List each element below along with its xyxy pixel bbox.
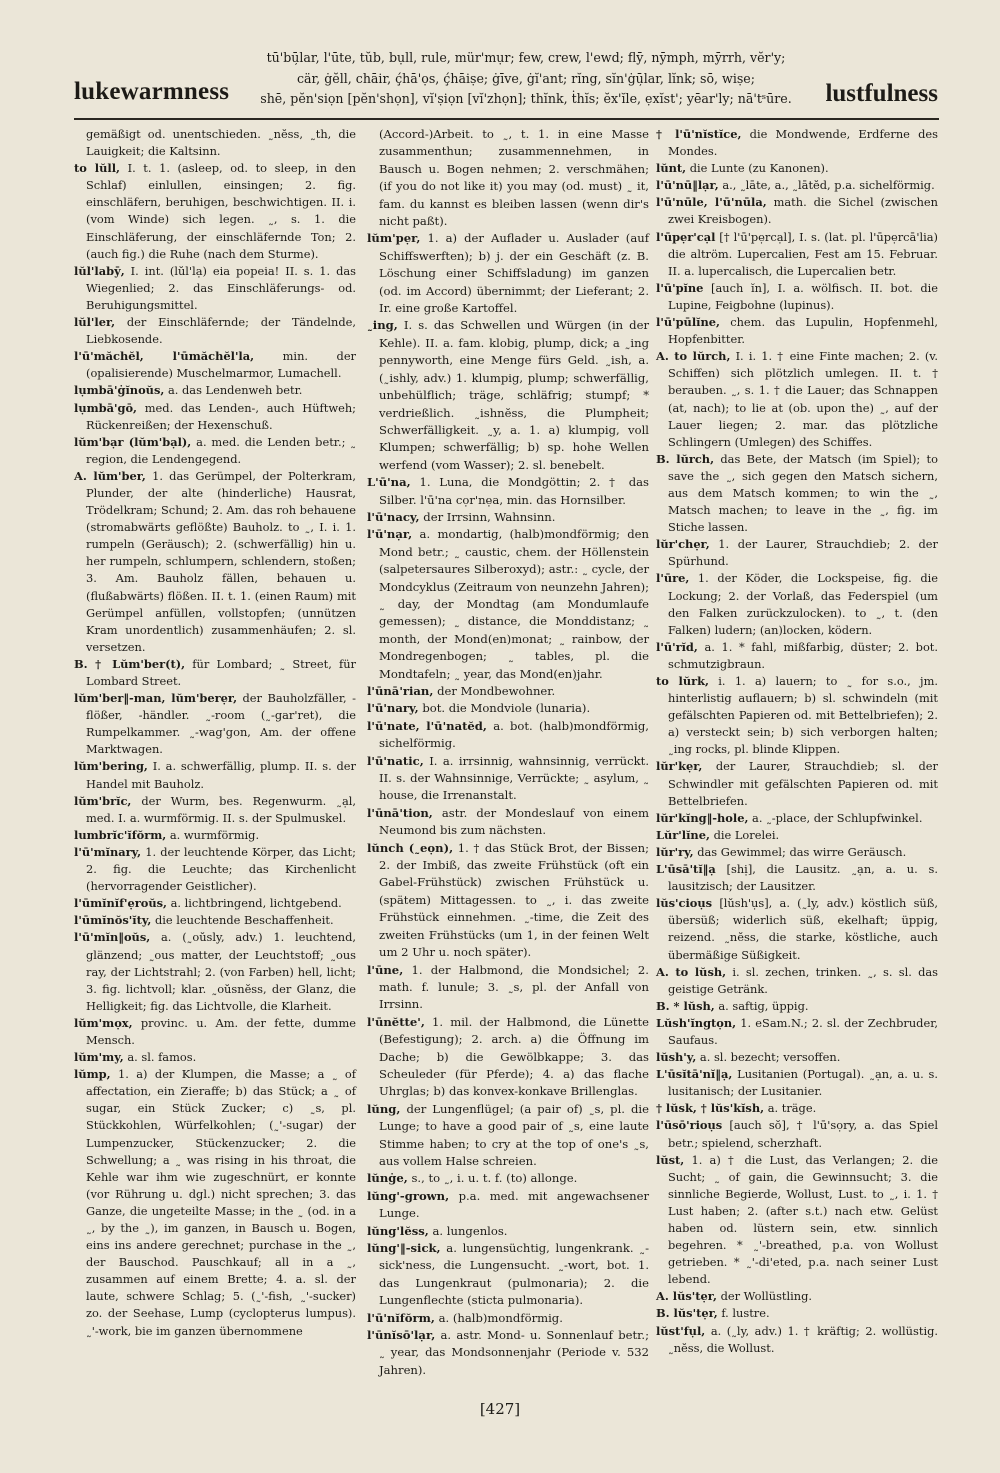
dictionary-entry xyxy=(656,177,938,194)
entry-text: I. a. schwerfällig, plump. II. s. der Handel mit Bauholz. xyxy=(86,759,356,791)
headword: lŭmp, xyxy=(74,1067,111,1082)
headword: lŭr'ry, xyxy=(656,844,694,859)
entry-text: a. med. die Lenden betr.; ˷ region, die Lendengegend. xyxy=(86,434,356,466)
headword: l'ūsō'rioụs xyxy=(656,1118,723,1133)
headword: to lŭrk, xyxy=(656,674,709,688)
dictionary-entry xyxy=(367,1014,649,1101)
headword: lŭm'mọx, xyxy=(74,1015,133,1030)
entry-text: 1. a) der Klumpen, die Masse; a ˷ of affectation, ein Zieraffe; b) das Stück; a ˷ of sugar, ein Stück Zucker; c) ˷s, pl. Stückkohlen, Würfelkohlen; (˷'-sugar) der Lumpenzucker, Stückenzucker; 2. die Schwellung; a ˷ was rising in his throat, die Kehle war ihm wie zugeschnürt, er konnte (vor Rührung u. dgl.) nicht sprechen; 3. das Ganze, die ungeteilte Masse; in the ˷ (od. in a ˷, by the ˷), im ganzen, in Bausch u. Bogen, eins ins andere gerechnet; purchase in the ˷, der Bauschod. Pauschkauf; all in a ˷, zusammen auf einem Brette; 4. a. sl. der laute, schwere Schlag; 5. (˷'-fish, ˷'-sucker) zo. der Seehase, Lump (cyclopterus lumpus). ˷'-work, bie im ganzen übernommene xyxy=(86,1067,356,1338)
headword: lụmbā'gō, xyxy=(74,400,138,415)
entry-text: die Lorelei. xyxy=(713,827,780,842)
dictionary-entry xyxy=(74,929,356,1014)
dictionary-entry xyxy=(367,1223,649,1240)
entry-text: s., to ˷, i. u. t. f. (to) allonge. xyxy=(411,1171,578,1186)
headword: lŭr'kĭng‖-hole, xyxy=(656,810,749,825)
entry-text: i. sl. zechen, trinken. ˷, s. sl. das geistige Getränk. xyxy=(668,964,938,996)
entry-text: a. lichtbringend, lichtgebend. xyxy=(170,896,342,911)
entry-text: a. (˷ly, adv.) 1. † kräftig; 2. wollüstig. ˷nĕss, die Wollust. xyxy=(668,1323,938,1355)
entry-text: der Irrsinn, Wahnsinn. xyxy=(423,509,556,524)
entry-text: I. s. das Schwellen und Würgen (in der Kehle). II. a. fam. klobig, plump, dick; a ˷ing pennyworth, eine Menge fürs Geld. ˷ish, a. (˷ishly, adv.) 1. klumpig, plump; schwerfällig, unbehülflich; träge, schläfrig; stumpf; * verdrießlich. ˷ishnĕss, die Plumpheit; Schwerfälligkeit. ˷y, a. 1. a) klumpig, voll Klumpen; schwerfällig; b) sp. hohe Wellen werfend (vom Wasser); 2. sl. benebelt. xyxy=(379,318,650,472)
headword: lŭng'lĕss, xyxy=(367,1223,429,1238)
left-guide-word: lukewarmness xyxy=(74,78,230,105)
page-number: [427] xyxy=(479,1400,521,1418)
headword: l'ū'pĭne xyxy=(656,280,704,295)
column-middle xyxy=(367,126,649,1379)
entry-text: 1. der Halbmond, die Mondsichel; 2. math. f. lunule; 3. ˷s, pl. der Anfall von Irrsinn. xyxy=(379,962,649,1012)
headword: lŭl'ler, xyxy=(74,315,116,330)
entry-text: 1. das Gerümpel, der Polterkram, Plunder, der alte (hinderliche) Hausrat, Trödelkram; Schund; 2. Am. das roh behauene (stromabwärts geflößte) Bauholz. to ˷, I. i. 1. rumpeln (Geräusch); 2. (schwerfällig) hin u. her rumpeln, schlumpern, schlendern, stoßen; 3. Am. Bauholz fällen, behauen u. (flußabwärts) flößen. II. t. 1. (einen Raum) mit Gerümpel anfüllen, vollstopfen; (unnützen Kram unordentlich) zusammenhäufen; 2. sl. versetzen. xyxy=(86,468,356,654)
dictionary-entry xyxy=(656,844,938,861)
headword: ˷ing, xyxy=(367,318,398,333)
headword: lụmbā'ġĭnoŭs, xyxy=(74,383,165,398)
headword: A. lŭs'tẹr, xyxy=(656,1289,717,1304)
headword: l'ū'nary, xyxy=(367,701,419,716)
headword: L'ū'na, xyxy=(367,475,411,490)
headword: l'ū'mĭnary, xyxy=(74,844,142,859)
entry-text: a. bot. (halb)mondförmig, sichelförmig. xyxy=(379,718,649,751)
dictionary-entry xyxy=(367,509,649,526)
headword: lŭl'labȳ, xyxy=(74,263,125,278)
dictionary-entry xyxy=(367,753,649,805)
entry-text: provinc. u. Am. der fette, dumme Mensch. xyxy=(86,1015,357,1047)
header-rule xyxy=(74,118,939,120)
entry-text: f. lustre. xyxy=(721,1306,770,1321)
entry-text: math. die Sichel (zwischen zwei Kreisbogen). xyxy=(668,195,939,227)
entry-text: der Wollüstling. xyxy=(720,1289,813,1304)
entry-text: p.a. med. mit angewachsener Lunge. xyxy=(379,1188,649,1221)
entry-text: a. (˷oŭsly, adv.) 1. leuchtend, glänzend; ˷ous matter, der Leuchtstoff; ˷ous ray, der Lichtstrahl; 2. (von Farben) hell, licht; 3. fig. lichtvoll; klar. ˷oŭsnĕss, der Glanz, die Helligkeit; fig. das Lichtvolle, die Klarheit. xyxy=(86,930,357,1013)
headword: l'ūnā'rian, xyxy=(367,684,434,698)
dictionary-entry xyxy=(656,194,938,228)
headword: l'ūre, xyxy=(656,571,690,586)
dictionary-entry xyxy=(367,474,649,509)
headword: l'ū'măchĕl, l'ūmăchĕl'la, xyxy=(74,349,255,364)
headword: A. to lŭsh, xyxy=(656,964,727,979)
right-guide-word: lustfulness xyxy=(825,80,938,107)
entry-text: (Accord-)Arbeit. to ˷, t. 1. in eine Masse zusammenthun; zusammennehmen, in Bausch u. Bogen nehmen; 2. verschmähen; (if you do not like it) you may (od. must) ˷ it, fam. du kannst es bleiben lassen (wenn dir's nicht paßt). xyxy=(379,127,649,229)
entry-text: a. wurmförmig. xyxy=(169,827,260,842)
entry-continuation xyxy=(367,126,649,230)
dictionary-entry xyxy=(74,434,356,468)
entry-text: gemäßigt od. unentschieden. ˷nĕss, ˷th, die Lauigkeit; die Kaltsinn. xyxy=(86,127,356,159)
headword: B. † Lŭm'ber(t), xyxy=(74,656,186,671)
entry-text: das Gewimmel; das wirre Geräusch. xyxy=(697,844,907,859)
dictionary-entry xyxy=(367,962,649,1014)
dictionary-entry xyxy=(74,690,356,758)
dictionary-entry xyxy=(656,1152,938,1289)
dictionary-entry xyxy=(74,656,356,690)
entry-text: 1. mil. der Halbmond, die Lünette (Befestigung); 2. arch. a) die Öffnung im Dache; b) die Gewölbkappe; 3. das Scheuleder (für Pferde); 4. a) das flache Uhrglas; b) das konvex-konkave Brillenglas. xyxy=(379,1014,650,1099)
headword: l'ū'natic, xyxy=(367,753,424,768)
dictionary-entry xyxy=(74,895,356,912)
headword: L'ūsā'tĭ‖ạ xyxy=(656,862,716,877)
headword: lŭst'fụl, xyxy=(656,1323,706,1338)
entry-text: chem. das Lupulin, Hopfenmehl, Hopfenbitter. xyxy=(668,315,938,347)
entry-text: astr. der Mondeslauf von einem Neumond bis zum nächsten. xyxy=(379,805,650,838)
entry-text: a. lungensüchtig, lungenkrank. ˷-sick'ness, die Lungensucht. ˷-wort, bot. 1. das Lungenkraut (pulmonaria); 2. die Lungenflechte (sticta pulmonaria). xyxy=(379,1241,649,1308)
entry-text: 1. † das Stück Brot, der Bissen; 2. der Imbiß, das zweite Frühstück (oft ein Gabel-Frühstück) zwischen Frühstück u. (spätem) Mittagessen. to ˷, i. das zweite Frühstück einnehmen. ˷-time, die Zeit des zweiten Frühstücks (um 1, in der feinen Welt um 2 Uhr u. noch später). xyxy=(379,840,649,960)
headword: l'ūnĭsō'lạr, xyxy=(367,1328,436,1343)
headword: l'ū'nūle, l'ū'nūla, xyxy=(656,195,767,210)
dictionary-entry xyxy=(74,844,356,895)
entry-text: [shị], die Lausitz. ˷ạn, a. u. s. lausitzisch; der Lausitzer. xyxy=(668,862,939,894)
headword: † lŭsk, † lŭs'kĭsh, xyxy=(656,1101,765,1116)
headword: l'ūmĭnĭf'ẹroŭs, xyxy=(74,896,167,911)
dictionary-entry xyxy=(656,570,938,638)
entry-text: [lŭsh'ụs], a. (˷ly, adv.) köstlich süß, übersüß; widerlich süß, ekelhaft; üppig, reizend. ˷nĕss, die starke, köstliche, auch übermäßige Süßigkeit. xyxy=(668,896,938,962)
headword: l'ūne, xyxy=(367,962,404,977)
entry-text: a. (halb)mondförmig. xyxy=(438,1310,563,1325)
headword: lŭng, xyxy=(367,1101,401,1116)
headword: lŭm'pẹr, xyxy=(367,231,421,246)
entry-text: 1. Luna, die Mondgöttin; 2. † das Silber. l'ū'na cọr'nẹa, min. das Hornsilber. xyxy=(379,475,650,507)
headword: l'ū'nacy, xyxy=(367,509,420,524)
dictionary-entry xyxy=(656,673,938,758)
headword: lŭsh'y, xyxy=(656,1050,697,1065)
dictionary-entry xyxy=(656,229,938,280)
entry-text: 1. eSam.N.; 2. sl. der Zechbruder, Saufaus. xyxy=(668,1015,939,1047)
entry-text: I. int. (lŭl'lạ) eia popeia! II. s. 1. das Wiegenlied; 2. das Einschläferungs- od. Beruhigungsmittel. xyxy=(86,263,356,312)
entry-text: der Einschläfernde; der Tändelnde, Liebkosende. xyxy=(86,315,356,347)
entry-text: der Laurer, Strauchdieb; sl. der Schwindler mit gefälschten Papieren od. mit Bettelbriefen. xyxy=(668,759,938,808)
dictionary-entry xyxy=(367,230,649,317)
headword: l'ū'nạr, xyxy=(367,527,413,542)
entry-text: i. 1. a) lauern; to ˷ for s.o., jm. hinterlistig auflauern; b) sl. schwindeln (mit gefälschten Papieren od. mit Bettelbriefen); 2. a) versteckt sein; b) sich verborgen halten; ˷ing rocks, pl. blinde Klippen. xyxy=(668,674,939,757)
entry-text: die leuchtende Beschaffenheit. xyxy=(154,913,334,928)
headword: l'ūmĭnŏs'ĭty, xyxy=(74,913,152,928)
dictionary-entry xyxy=(656,639,938,673)
headword: lŭs'cioụs xyxy=(656,896,713,911)
dictionary-entry xyxy=(656,1049,938,1066)
dictionary-entry xyxy=(367,526,649,683)
entry-text: die Lunte (zu Kanonen). xyxy=(689,161,829,176)
headword: lŭm'ber‖-man, lŭm'berẹr, xyxy=(74,691,238,706)
dictionary-entry xyxy=(74,1066,356,1340)
dictionary-entry xyxy=(74,314,356,348)
dictionary-entry xyxy=(367,805,649,840)
entry-text: a., ˷lāte, a., ˷lātĕd, p.a. sichelförmig. xyxy=(722,178,935,193)
entry-text: 1. der Köder, die Lockspeise, fig. die Lockung; 2. der Vorlaß, das Federspiel (um den Falken zurückzulocken). to ˷, t. (den Falken) ludern; (an)locken, ködern. xyxy=(668,571,938,637)
entry-text: 1. der leuchtende Körper, das Licht; 2. fig. die Leuchte; das Kirchenlicht (hervorragender Geistlicher). xyxy=(86,844,356,894)
dictionary-entry xyxy=(656,160,938,177)
dictionary-entry xyxy=(74,468,356,656)
dictionary-entry xyxy=(367,1101,649,1171)
dictionary-entry xyxy=(656,1100,938,1117)
dictionary-entry xyxy=(74,1015,356,1049)
headword: Lŭr'lĭne, xyxy=(656,827,710,842)
dictionary-entry xyxy=(367,1240,649,1310)
headword: L'ūsĭtā'nĭ‖ạ, xyxy=(656,1067,733,1082)
entry-text: a. astr. Mond- u. Sonnenlauf betr.; ˷ year, das Mondsonnenjahr (Periode v. 532 Jahren). xyxy=(379,1328,650,1377)
headword: lŭm'brĭc, xyxy=(74,793,132,808)
entry-text: das Bete, der Matsch (im Spiel); to save the ˷, sich gegen den Matsch sichern, aus dem Matsch kommen; to win the ˷, Matsch machen; to leave in the ˷, fig. im Stiche lassen. xyxy=(668,451,938,535)
dictionary-entry xyxy=(656,861,938,895)
dictionary-entry xyxy=(367,718,649,753)
dictionary-entry xyxy=(367,700,649,717)
headword: l'ūnā'tion, xyxy=(367,805,433,820)
headword: l'ū'pūlĭne, xyxy=(656,315,720,330)
headword: A. to lŭrch, xyxy=(656,349,731,364)
headword: to lŭll, xyxy=(74,161,121,176)
dictionary-entry xyxy=(74,400,356,434)
entry-text: a. 1. * fahl, mißfarbig, düster; 2. bot. schmutzigbraun. xyxy=(668,639,938,671)
entry-text: Lusitanien (Portugal). ˷ạn, a. u. s. lusitanisch; der Lusitanier. xyxy=(668,1067,938,1099)
headword: B. lŭs'tẹr, xyxy=(656,1306,718,1321)
dictionary-entry xyxy=(656,536,938,570)
dictionary-entry xyxy=(367,317,649,474)
headword: B. * lŭsh, xyxy=(656,998,715,1013)
dictionary-entry xyxy=(656,126,938,160)
dictionary-entry xyxy=(656,314,938,348)
dictionary-entry xyxy=(74,348,356,382)
headword: l'ūnĕtte', xyxy=(367,1014,425,1029)
headword: l'ū'rĭd, xyxy=(656,639,698,654)
dictionary-entry xyxy=(656,348,938,451)
dictionary-entry xyxy=(656,451,938,536)
entry-text: 1. a) † die Lust, das Verlangen; 2. die Sucht; ˷ of gain, die Gewinnsucht; 3. die sinnliche Begierde, Wollust, Lust. to ˷, i. 1. † Lust haben; 2. (after s.t.) nach etw. Gelüst haben od. lüstern sein, etw. sinnlich begehren. * ˷'-breathed, p.a. von Wollust getrieben. * ˷'-di'eted, p.a. nach seiner Lust lebend. xyxy=(668,1152,938,1287)
entry-text: a. saftig, üppig. xyxy=(718,998,809,1013)
dictionary-entry xyxy=(367,1188,649,1223)
dictionary-entry xyxy=(74,758,356,792)
entry-text: a. mondartig, (halb)mondförmig; den Mond betr.; ˷ caustic, chem. der Höllenstein (salpetersaures Silberoxyd); astr.: ˷ cycle, der Mondcyklus (Zeitraum von neunzehn Jahren); ˷ day, der Mondtag (am Mondumlaufe gemessen); ˷ distance, die Monddistanz; ˷ month, der Mond(en)monat; ˷ rainbow, der Mondregenbogen; ˷ tables, pl. die Mondtafeln; ˷ year, das Mond(en)jahr. xyxy=(379,527,650,681)
headword: lŭnch (˷eọn), xyxy=(367,840,454,855)
dictionary-entry xyxy=(656,1066,938,1100)
dictionary-entry xyxy=(656,1117,938,1151)
dictionary-entry xyxy=(656,810,938,827)
dictionary-entry xyxy=(74,912,356,929)
entry-text: bot. die Mondviole (lunaria). xyxy=(422,701,591,716)
column-left xyxy=(74,126,356,1340)
dictionary-entry xyxy=(367,840,649,962)
headword: l'ū'nū‖lạr, xyxy=(656,178,719,193)
dictionary-entry xyxy=(656,758,938,809)
entry-text: a. lungenlos. xyxy=(432,1223,508,1238)
entry-text: a. das Lendenweh betr. xyxy=(167,383,303,398)
dictionary-entry xyxy=(656,827,938,844)
headword: l'ūpẹr'cạl xyxy=(656,229,716,244)
entry-text: der Bauholzfäller, -flößer, -händler. ˷-room (˷-gar'ret), die Rumpelkammer. ˷-wag'gon, Am. der offene Marktwagen. xyxy=(86,691,356,757)
entry-text: a. sl. famos. xyxy=(127,1050,197,1065)
headword: l'ū'nate, l'ū'natĕd, xyxy=(367,718,487,733)
headword: lŭm'my, xyxy=(74,1050,124,1065)
entry-text: [auch sŏ], † l'ū'sọry, a. das Spiel betr.; spielend, scherzhaft. xyxy=(668,1118,938,1150)
headword: lŭng'‖-sick, xyxy=(367,1241,441,1255)
dictionary-entry xyxy=(656,1015,938,1049)
dictionary-entry xyxy=(656,964,938,998)
headword: l'ū'mĭn‖oŭs, xyxy=(74,930,151,945)
entry-text: med. das Lenden-, auch Hüftweh; Rückenreißen; der Hexenschuß. xyxy=(86,400,357,432)
headword: lŭnt, xyxy=(656,161,687,176)
entry-text: der Wurm, bes. Regenwurm. ˷ạl, med. I. a. wurmförmig. II. s. der Spulmuskel. xyxy=(86,793,356,825)
dictionary-entry xyxy=(74,382,356,399)
entry-text: a. träge. xyxy=(767,1101,817,1116)
dictionary-entry xyxy=(74,827,356,844)
entry-text: I. i. 1. † eine Finte machen; 2. (v. Schiffen) sich plötzlich umlegen. II. t. † berauben. ˷, s. 1. † die Lauer; das Schnappen (at, nach); to lie at (ob. upon the) ˷, auf der Lauer liegen; 2. mar. das plötzliche Schlingern (Umlegen) des Schiffes. xyxy=(668,349,939,449)
entry-text: min. der (opalisierende) Muschelmarmor, Lumachell. xyxy=(86,349,357,381)
headword: lŭst, xyxy=(656,1152,685,1167)
dictionary-entry xyxy=(656,1323,938,1357)
headword: lŭm'bạr (lŭm'bạl), xyxy=(74,434,192,449)
headword: Lŭsh'ĭngtọn, xyxy=(656,1015,737,1030)
headword: l'ū'nĭfŏrm, xyxy=(367,1310,435,1325)
headword: A. lŭm'ber, xyxy=(74,468,146,483)
headword: † l'ū'nĭstĭce, xyxy=(656,127,742,141)
headword: lŭng'-grown, xyxy=(367,1188,450,1203)
entry-text: [auch ĭn], I. a. wölfisch. II. bot. die Lupine, Feigbohne (lupinus). xyxy=(668,280,938,312)
dictionary-entry xyxy=(656,280,938,314)
headword: lŭnġe, xyxy=(367,1171,408,1186)
entry-text: der Lungenflügel; (a pair of) ˷s, pl. die Lunge; to have a good pair of ˷s, eine laute Stimme haben; to cry at the top of one's ˷s, aus vollem Halse schreien. xyxy=(379,1101,649,1168)
entry-text: 1. der Laurer, Strauchdieb; 2. der Spürhund. xyxy=(668,537,938,569)
entry-text: I. a. irrsinnig, wahnsinnig, verrückt. II. s. der Wahnsinnige, Verrückte; ˷ asylum, ˷ house, die Irrenanstalt. xyxy=(379,753,650,803)
dictionary-entry xyxy=(74,263,356,314)
headword: lŭr'chẹr, xyxy=(656,537,710,552)
dictionary-entry xyxy=(74,793,356,827)
entry-text: a. ˷-place, der Schlupfwinkel. xyxy=(752,810,923,825)
headword: lŭr'kẹr, xyxy=(656,759,703,774)
entry-text: der Mondbewohner. xyxy=(437,684,556,698)
dictionary-entry xyxy=(367,1170,649,1187)
dictionary-entry xyxy=(656,1305,938,1322)
headword: lumbrĭc'ĭfŏrm, xyxy=(74,827,167,842)
entry-text: [† l'ū'pẹrcạl], I. s. (lat. pl. l'ūpẹrcā'lia) die altröm. Lupercalien, Fest am 15. Februar. II. a. lupercalisch, die Lupercalien betr. xyxy=(668,229,938,278)
dictionary-entry xyxy=(367,1327,649,1379)
pronunciation-key: tū'bū̦lar, l'ūte, tŭb, bụll, rule, mür'mụr; few, crew, l'ewd; flȳ, nȳmph, mȳrrh, vĕr'y; cär, ġĕll, chāir, ḉhā'ọs, ḉhāiṣe; ġīve, ġĭ'ant; rĭng, sĭn'ġū̦lar, lĭnk; sō, wiṣe; shē, pĕn'siọn [pĕn'shọn], vĭ'ṣiọn [vĭ'zhọn]; thĭnk, ṫhĭs; ĕx'ĭle, ẹxĭst'; yēar'ly; nā'tˢūre. xyxy=(260,50,792,106)
dictionary-entry xyxy=(656,998,938,1015)
entry-continuation xyxy=(74,126,356,160)
dictionary-entry xyxy=(74,1049,356,1066)
entry-text: I. t. 1. (asleep, od. to sleep, in den Schlaf) einlullen, einsingen; 2. fig. einschläfern, beruhigen, beschwichtigen. II. i. (vom Winde) sich legen. ˷, s. 1. die Einschläferung, der einschläfernde Ton; 2. (auch fig.) die Ruhe (nach dem Sturme). xyxy=(86,161,356,261)
dictionary-entry xyxy=(367,683,649,700)
dictionary-entry xyxy=(367,1310,649,1327)
entry-text: für Lombard; ˷ Street, für Lombard Street. xyxy=(86,656,356,688)
dictionary-entry xyxy=(656,1288,938,1305)
entry-text: a. sl. bezecht; versoffen. xyxy=(699,1050,841,1065)
column-right xyxy=(656,126,938,1357)
dictionary-entry xyxy=(74,160,356,263)
entry-text: die Mondwende, Erdferne des Mondes. xyxy=(668,127,939,159)
dictionary-entry xyxy=(656,895,938,963)
entry-text: 1. a) der Auflader u. Auslader (auf Schiffswerften); b) j. der ein Geschäft (z. B. Löschung einer Schiffsladung) im ganzen (od. im Accord) übernimmt; der Lieferant; 2. Ir. eine große Kartoffel. xyxy=(379,231,650,316)
headword: B. lŭrch, xyxy=(656,451,715,466)
headword: lŭm'bering, xyxy=(74,759,148,774)
